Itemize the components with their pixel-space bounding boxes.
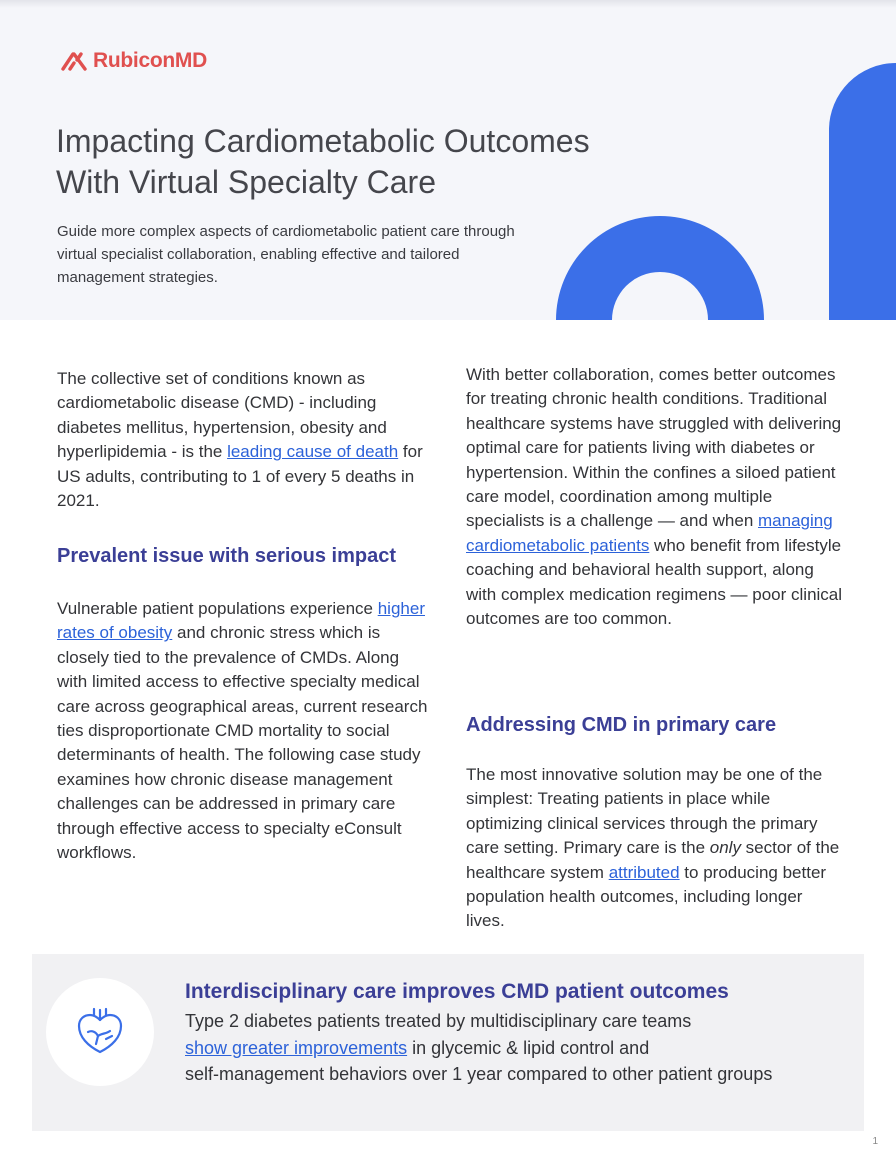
leading-cause-link[interactable]: leading cause of death <box>227 442 399 462</box>
managing-cmd-link[interactable]: managing cardiometabolic patients <box>466 511 833 555</box>
intro-text: The collective set of conditions known as cardiometabolic disease (CMD) - including diabetes mellitus, hypertension, obesity and hyperlipidemia - is the <box>57 369 387 462</box>
callout-text <box>185 1008 855 1088</box>
hero-banner <box>0 0 896 320</box>
intro-text-end: for US adults, contributing to 1 of every 5 deaths in 2021. <box>57 442 423 511</box>
callout-line-1: Type 2 diabetes patients treated by multidisciplinary care teams <box>185 1011 692 1031</box>
collab-text-end: who benefit from lifestyle coaching and behavioral health support, along with complex medication regimens — poor clinical outcomes are too common. <box>466 535 843 629</box>
page-subtitle: Guide more complex aspects of cardiometabolic patient care through virtual specialist collaboration, enabling effective and tailored management strategies. <box>57 223 515 286</box>
decorative-arch-right <box>829 63 896 320</box>
title-line-2: With Virtual Specialty Care <box>56 164 436 200</box>
section-heading-primary-care: Addressing CMD in primary care <box>466 714 777 736</box>
right-intro <box>466 363 846 631</box>
title-line-1: Impacting Cardiometabolic Outcomes <box>56 123 590 159</box>
pc-text-mid: sector of the healthcare system <box>466 838 840 882</box>
prevalent-paragraph <box>57 597 432 865</box>
callout-box <box>32 954 864 1131</box>
collab-text: With better collaboration, comes better outcomes for treating chronic health conditions. Traditional healthcare systems have struggled with delivering optimal care for patients living with diabetes or hypertension. Within the confines a siloed patient care model, coordination among multiple specialists is a challenge — and when <box>466 365 842 531</box>
body-text: Vulnerable patient populations experience <box>57 599 378 618</box>
heart-icon-circle <box>46 978 154 1086</box>
page-number: 1 <box>872 1136 878 1147</box>
section-heading-prevalent: Prevalent issue with serious impact <box>57 545 397 567</box>
right-body <box>466 763 844 934</box>
pc-text: The most innovative solution may be one of the simplest: Treating patients in place while optimizing clinical services through the primary care setting. Primary care is the <box>466 765 823 858</box>
pc-text-end: to producing better population health outcomes, including longer lives. <box>466 862 827 931</box>
heart-icon <box>74 1006 126 1058</box>
emphasis-only: only <box>709 838 741 858</box>
page-title <box>56 121 736 203</box>
primary-care-paragraph <box>466 763 844 934</box>
callout-line-2: in glycemic & lipid control and <box>407 1037 650 1058</box>
obesity-rates-link[interactable]: higher rates of obesity <box>57 599 425 643</box>
attributed-link[interactable]: attributed <box>608 862 680 882</box>
collaboration-paragraph <box>466 363 846 631</box>
body-text-end: and chronic stress which is closely tied to the prevalence of CMDs. Along with limited access to effective specialty medical care across geographical areas, current research ties disproportionate CMD mortality to social determinants of health. The following case study examines how chronic disease management challenges can be addressed in primary care through effective access to specialty eConsult workflows. <box>57 623 428 863</box>
decorative-arch-center <box>556 216 764 320</box>
callout-line-3: self-management behaviors over 1 year compared to other patient groups <box>185 1064 773 1084</box>
left-intro <box>57 367 432 513</box>
intro-paragraph <box>57 367 432 513</box>
greater-improvements-link[interactable]: show greater improvements <box>185 1037 408 1058</box>
logo-mark-icon <box>60 50 88 72</box>
left-body <box>57 597 432 865</box>
logo <box>60 49 207 73</box>
logo-text: RubiconMD <box>93 49 207 72</box>
callout-title: Interdisciplinary care improves CMD patient outcomes <box>185 980 729 1003</box>
